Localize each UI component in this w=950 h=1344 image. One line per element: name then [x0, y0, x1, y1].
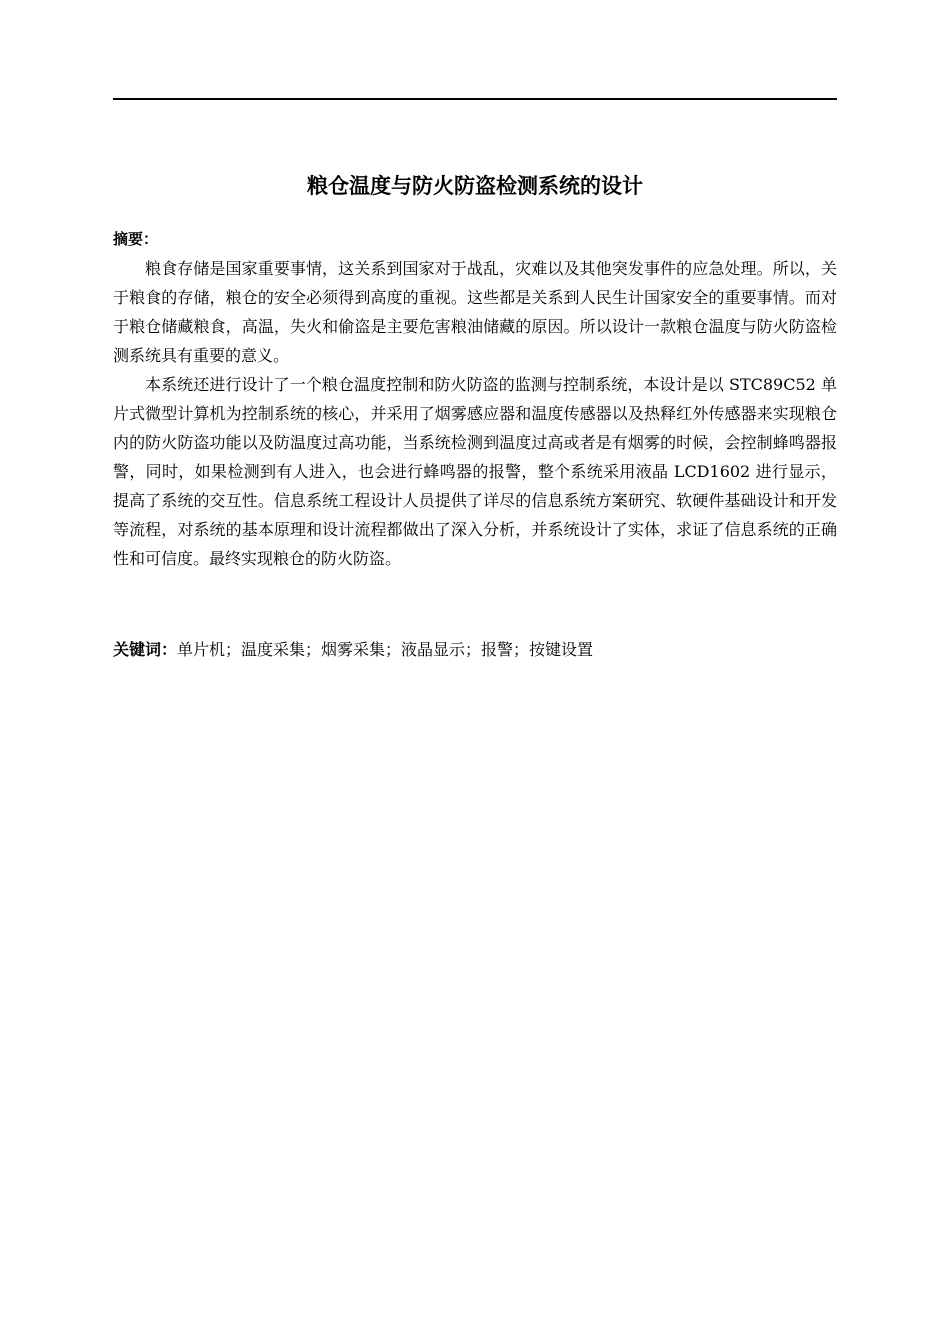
- keywords-text: 单片机；温度采集；烟雾采集；液晶显示；报警；按键设置: [177, 640, 594, 659]
- abstract-paragraph: 本系统还进行设计了一个粮仓温度控制和防火防盗的监测与控制系统，本设计是以 STC89C52 单片式微型计算机为控制系统的核心，并采用了烟雾感应器和温度传感器以及热释红外传感器来实现粮仓内的防火防盗功能以及防温度过高功能，当系统检测到温度过高或者是有烟雾的时候，会控制蜂鸣器报警，同时，如果检测到有人进入，也会进行蜂鸣器的报警，整个系统采用液晶 LCD1602 进行显示，提高了系统的交互性。信息系统工程设计人员提供了详尽的信息系统方案研究、软硬件基础设计和开发等流程，对系统的基本原理和设计流程都做出了深入分析，并系统设计了实体，求证了信息系统的正确性和可信度。最终实现粮仓的防火防盗。: [113, 375, 837, 568]
- keywords-line: [113, 636, 837, 664]
- abstract-paragraph: 粮食存储是国家重要事情，这关系到国家对于战乱，灾难以及其他突发事件的应急处理。所以，关于粮食的存储，粮仓的安全必须得到高度的重视。这些都是关系到人民生计国家安全的重要事情。而对于粮仓储藏粮食，高温，失火和偷盗是主要危害粮油储藏的原因。所以设计一款粮仓温度与防火防盗检测系统具有重要的意义。: [113, 259, 837, 365]
- abstract-body: [113, 254, 837, 573]
- document-title: 粮仓温度与防火防盗检测系统的设计: [307, 174, 643, 198]
- header-rule: [113, 98, 837, 100]
- keywords-label: 关键词：: [113, 640, 178, 659]
- abstract-label: 摘要：: [113, 230, 159, 248]
